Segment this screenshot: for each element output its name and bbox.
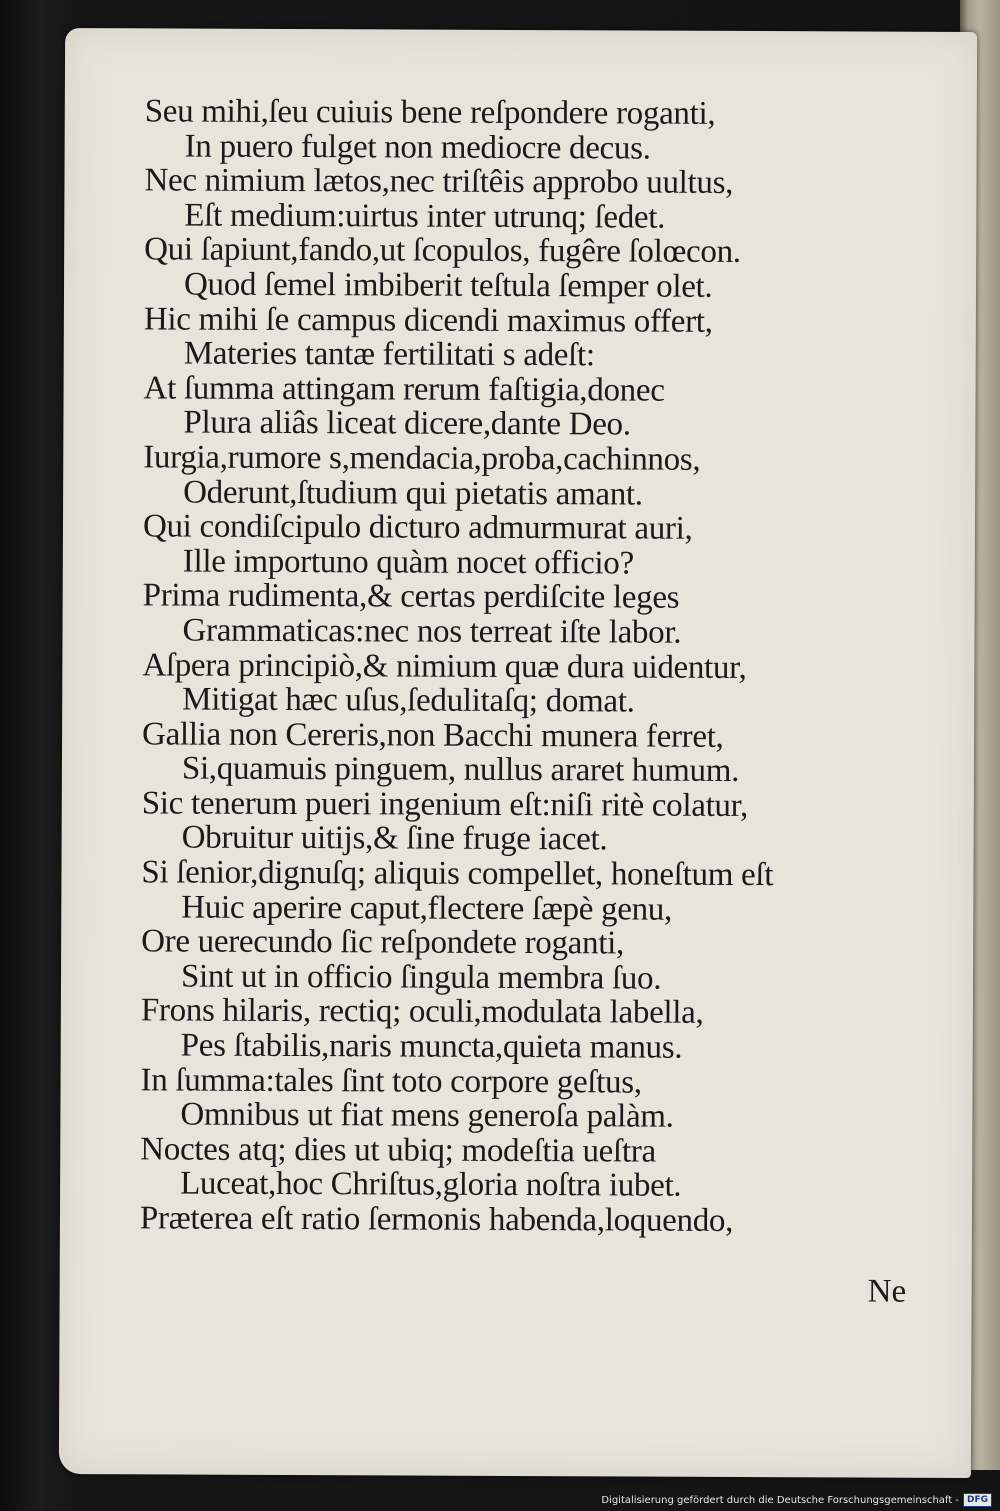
verse-line-indented: Oderunt,ſtudium qui pietatis amant. <box>183 474 643 513</box>
verse-line: Noctes atq; dies ut ubiq; modeſtia ueſtra <box>140 1131 656 1170</box>
verse-line-indented: Omnibus ut fiat mens generoſa palàm. <box>180 1096 674 1135</box>
verse-line: Sic tenerum pueri ingenium eſt:niſi ritè colatur, <box>141 785 749 824</box>
book-page <box>59 28 977 1478</box>
verse-line-indented: Ille importuno quàm nocet officio? <box>182 543 634 582</box>
dfg-logo-icon: DFG <box>963 1493 992 1507</box>
verse-line-indented: Huic aperire caput,flectere ſæpè genu, <box>181 889 673 928</box>
verse-line: Qui ſapiunt,fando,ut ſcopulos, fugêre ſolœcon. <box>144 231 741 271</box>
verse-line: In ſumma:tales ſint toto corpore geſtus, <box>140 1061 642 1101</box>
verse-line: Si ſenior,dignuſq; aliquis compellet, honeſtum eſt <box>141 854 774 894</box>
verse-line-indented: Mitigat hæc uſus,ſedulitaſq; domat. <box>182 681 635 720</box>
verse-line-indented: Eſt medium:uirtus inter utrunq; ſedet. <box>184 197 666 236</box>
verse-line-indented: Luceat,hoc Chriſtus,gloria noſtra iubet. <box>180 1165 682 1205</box>
verse-line: Iurgia,rumore s,mendacia,proba,cachinnos, <box>143 439 701 478</box>
verse-line: At ſumma attingam rerum faſtigia,donec <box>143 370 665 409</box>
verse-line: Frons hilaris, rectiq; oculi,modulata labella, <box>140 992 704 1032</box>
verse-line-indented: Si,quamuis pinguem, nullus araret humum. <box>181 750 740 790</box>
verse-line: Hic mihi ſe campus dicendi maximus offert, <box>143 300 713 340</box>
verse-line: Seu mihi,ſeu cuiuis bene reſpondere roganti, <box>144 93 716 132</box>
verse-line-indented: Plura aliâs liceat dicere,dante Deo. <box>183 404 631 443</box>
verse-line-indented: Materies tantæ fertilitati s adeſt: <box>183 335 595 374</box>
verse-line: Præterea eſt ratio ſermonis habenda,loquendo, <box>139 1200 734 1239</box>
verse-line: Nec nimium lætos,nec triſtêis approbo uultus, <box>144 162 734 202</box>
catchword: Ne <box>867 1273 907 1310</box>
verse-line-indented: Obruitur uitijs,& ſine fruge iacet. <box>181 820 608 858</box>
poem-text-block <box>140 94 945 1239</box>
verse-line-indented: Sint ut in officio ſingula membra ſuo. <box>180 958 662 997</box>
verse-line: Qui condiſcipulo dicturo admurmurat auri, <box>142 508 693 547</box>
footer-credit: Digitalisierung gefördert durch die Deutsche Forschungsgemeinschaft - <box>601 1494 959 1506</box>
verse-line: Gallia non Cereris,non Bacchi munera ferret, <box>142 716 724 755</box>
verse-line: Ore uerecundo ſic reſpondete roganti, <box>141 923 625 962</box>
verse-line-indented: Grammaticas:nec nos terreat iſte labor. <box>182 612 682 651</box>
digitization-footer <box>601 1493 992 1507</box>
verse-line-indented: Quod ſemel imbiberit teſtula ſemper olet. <box>183 266 713 305</box>
verse-line-indented: Pes ſtabilis,naris muncta,quieta manus. <box>180 1027 683 1066</box>
verse-line-indented: In puero fulget non mediocre decus. <box>184 128 651 167</box>
verse-line: Aſpera principiò,& nimium quæ dura uidentur, <box>142 646 747 686</box>
verse-line: Prima rudimenta,& certas perdiſcite leges <box>142 577 680 617</box>
